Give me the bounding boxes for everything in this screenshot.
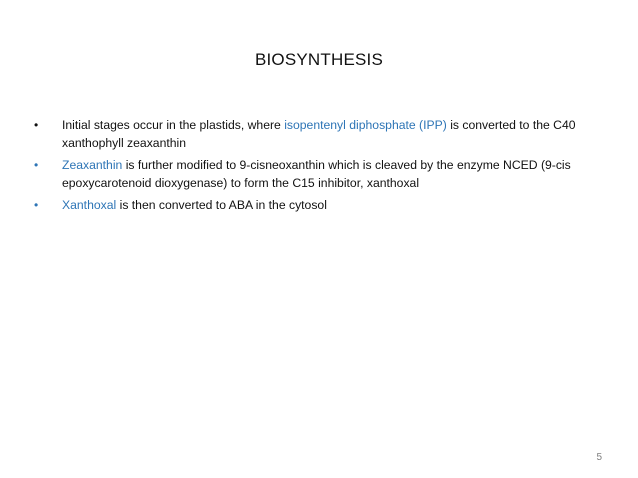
- bullet-list: [34, 116, 594, 218]
- bullet-text-after: is further modified to 9-cisneoxanthin which is cleaved by the enzyme NCED (9-cis epoxycarotenoid dioxygenase) to form the C15 inhibitor, xanthoxal: [62, 158, 571, 190]
- bullet-item-3: [34, 196, 594, 214]
- bullet-marker: •: [34, 118, 39, 132]
- bullet-marker: •: [34, 198, 39, 212]
- highlight-term-xanthoxal: Xanthoxal: [62, 198, 117, 212]
- bullet-item-1: [34, 116, 594, 152]
- bullet-item-2: [34, 156, 594, 192]
- bullet-text-after: is converted to the C40 xanthophyll zeaxanthin: [62, 118, 576, 150]
- highlight-term-ipp: isopentenyl diphosphate (IPP): [284, 118, 447, 132]
- page-number: 5: [596, 452, 602, 463]
- bullet-text-before: Initial stages occur in the plastids, where: [62, 118, 285, 132]
- highlight-term-zeaxanthin: Zeaxanthin: [62, 158, 123, 172]
- bullet-text-after: is then converted to ABA in the cytosol: [116, 198, 327, 212]
- bullet-marker: •: [34, 158, 39, 172]
- slide-title: BIOSYNTHESIS: [254, 50, 384, 69]
